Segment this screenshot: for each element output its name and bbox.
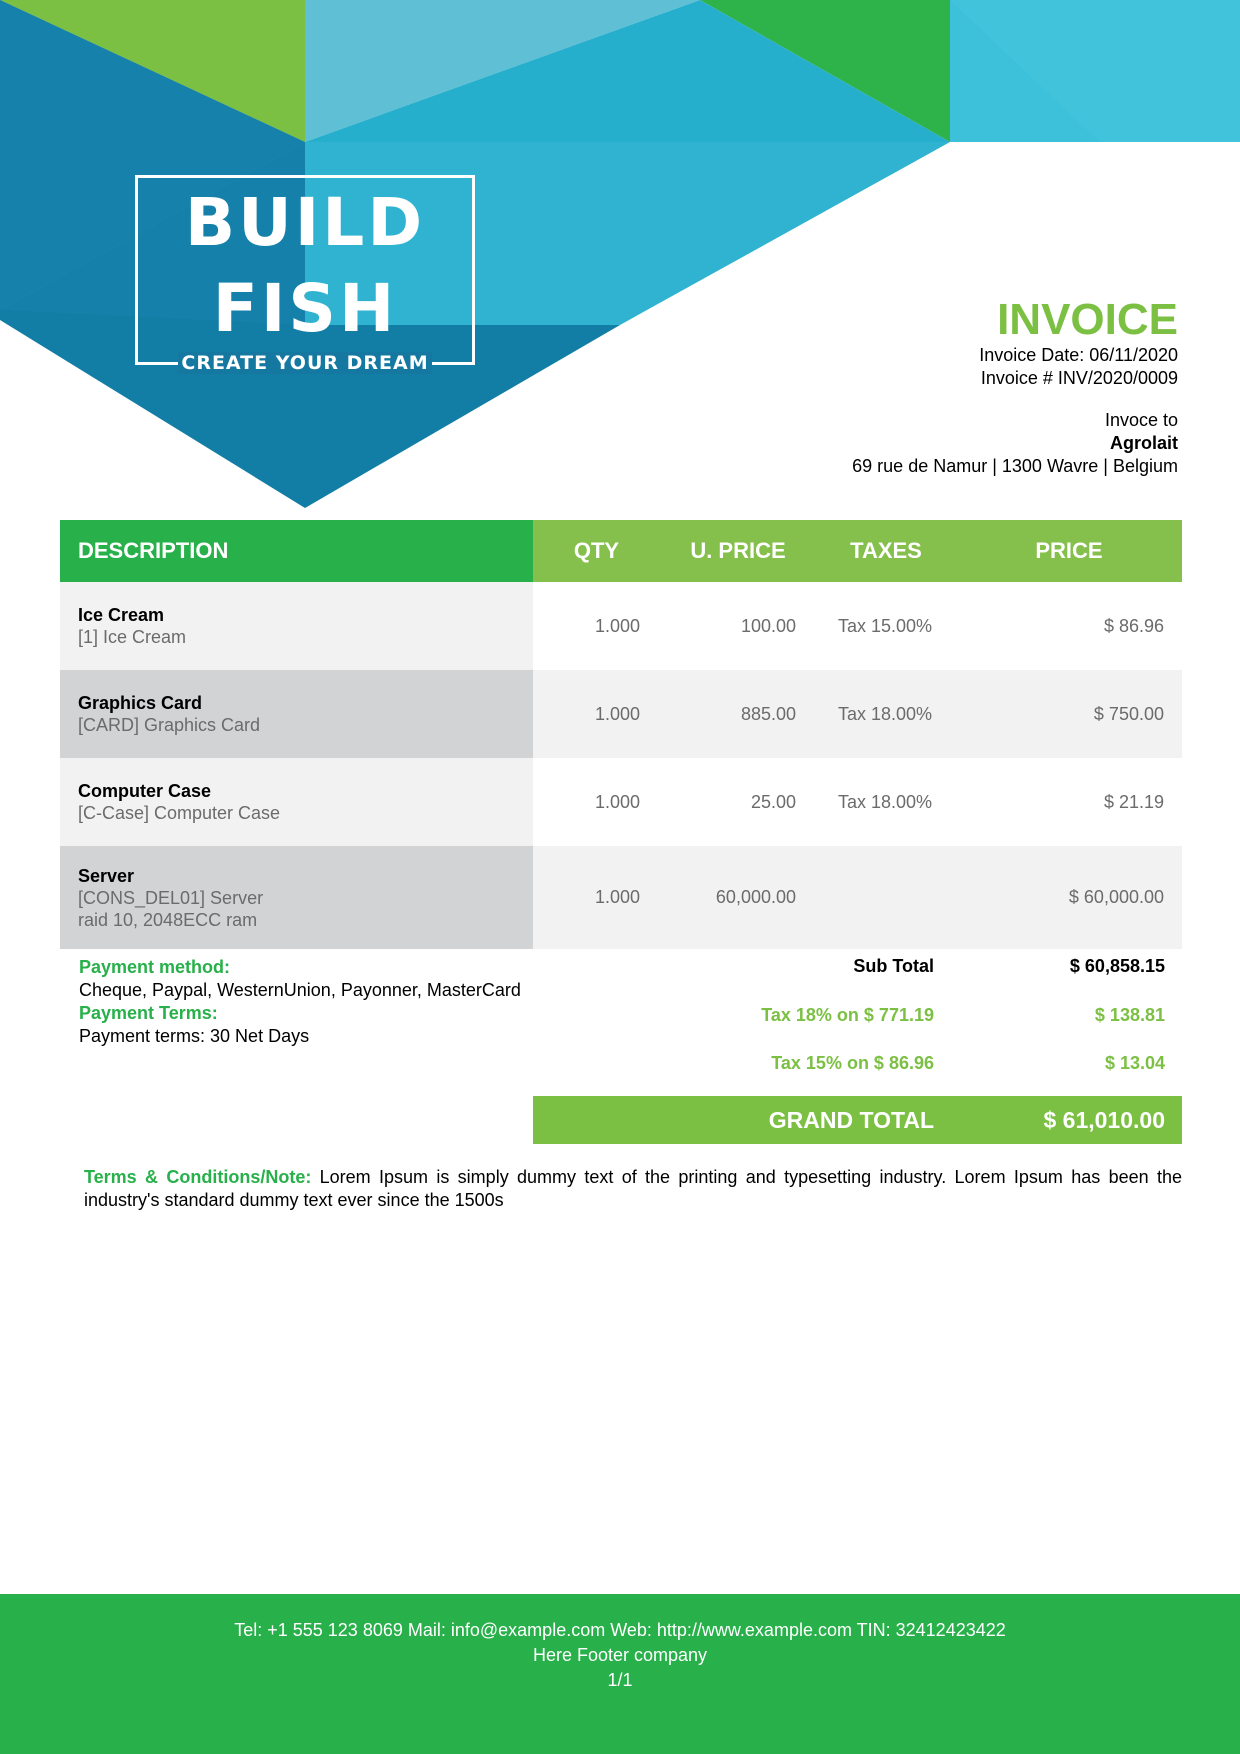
terms-text: Lorem Ipsum is simply dummy text of the printing and typesetting industry. Lorem Ipsum has been the industry's standard dummy text ever since the 1500s [84,1167,1182,1210]
item-description [60,670,533,758]
item-description [60,758,533,846]
tax15-label: Tax 15% on $ 86.96 [771,1053,934,1073]
item-unit-price: 100.00 [660,582,816,670]
invoice-title: INVOICE [997,295,1178,344]
tax18-value: $ 138.81 [1094,1005,1165,1025]
header-price: PRICE [956,520,1182,582]
item-qty: 1.000 [533,758,660,846]
tax18-label: Tax 18% on $ 771.19 [761,1005,934,1025]
logo-line-1: BUILD [184,184,426,261]
item-name: Graphics Card [78,693,203,713]
item-reference: [C-Case] Computer Case [78,803,281,823]
item-taxes: Tax 15.00% [816,582,956,670]
company-logo [135,175,475,374]
tax15-value: $ 13.04 [1104,1053,1165,1073]
item-taxes: Tax 18.00% [816,670,956,758]
item-name: Server [78,865,135,886]
logo-tagline: CREATE YOUR DREAM [178,352,432,374]
table-row [60,758,1182,846]
item-unit-price: 25.00 [660,758,816,846]
grand-total-value: $ 61,010.00 [1043,1107,1165,1133]
table-row [60,582,1182,670]
subtotal-value: $ 60,858.15 [1069,956,1165,976]
customer-name: Agrolait [1109,433,1178,453]
table-header-row [60,520,1182,582]
payment-terms-value: Payment terms: 30 Net Days [79,1026,310,1046]
item-reference: [1] Ice Cream [78,627,187,647]
invoice-line-items-table [60,520,1182,949]
header-description: DESCRIPTION [60,520,533,582]
header-shape [950,142,1240,300]
item-reference: [CONS_DEL01] Server [78,887,264,908]
item-taxes: Tax 18.00% [816,758,956,846]
invoice-info [852,296,1178,478]
header-unit-price: U. PRICE [660,520,816,582]
footer-company: Here Footer company [532,1645,708,1665]
grand-total-label: GRAND TOTAL [768,1107,934,1133]
header-qty: QTY [533,520,660,582]
table-row [60,670,1182,758]
grand-total-bar [533,1096,1182,1144]
payment-info [79,956,521,1048]
payment-method-label: Payment method: [79,957,231,977]
invoice-date: Invoice Date: 06/11/2020 [979,345,1178,365]
item-qty: 1.000 [533,846,660,949]
item-price: $ 86.96 [956,582,1182,670]
terms-label: Terms & Conditions/Note: [84,1167,312,1187]
logo-line-2: FISH [212,270,398,347]
header-taxes: TAXES [816,520,956,582]
terms-and-conditions [84,1166,1182,1212]
invoice-to-label: Invoce to [1104,410,1178,430]
table-row [60,846,1182,949]
item-reference-extra: raid 10, 2048ECC ram [78,909,258,930]
item-name: Computer Case [78,781,212,801]
customer-address: 69 rue de Namur | 1300 Wavre | Belgium [852,456,1178,476]
item-name: Ice Cream [78,605,165,625]
footer-page-number: 1/1 [607,1670,633,1690]
footer-contact: Tel: +1 555 123 8069 Mail: info@example.com Web: http://www.example.com TIN: 32412423422 [234,1620,1006,1640]
item-taxes [816,846,956,949]
item-price: $ 750.00 [956,670,1182,758]
page-footer [0,1594,1240,1754]
item-qty: 1.000 [533,582,660,670]
item-description [60,582,533,670]
item-price: $ 21.19 [956,758,1182,846]
item-description [60,846,533,949]
invoice-number: Invoice # INV/2020/0009 [980,368,1178,388]
item-price: $ 60,000.00 [956,846,1182,949]
subtotal-label: Sub Total [853,956,934,976]
item-qty: 1.000 [533,670,660,758]
item-unit-price: 885.00 [660,670,816,758]
item-unit-price: 60,000.00 [660,846,816,949]
payment-terms-label: Payment Terms: [79,1003,218,1023]
payment-method-value: Cheque, Paypal, WesternUnion, Payonner, MasterCard [79,980,521,1000]
item-reference: [CARD] Graphics Card [78,715,261,735]
